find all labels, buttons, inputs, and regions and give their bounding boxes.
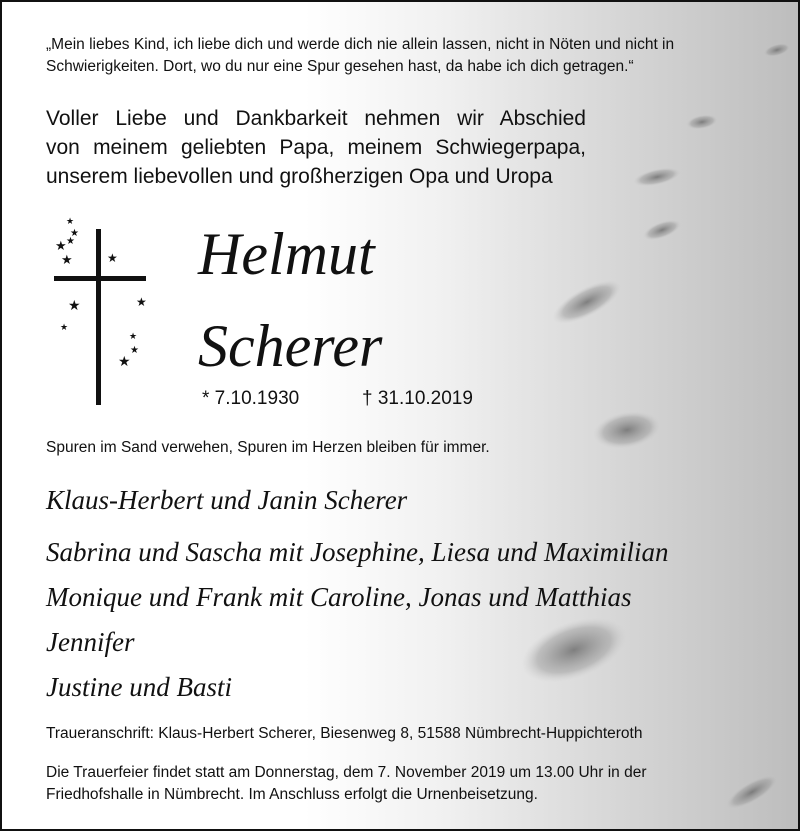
svg-text:★: ★ [107,251,118,265]
mourning-address: Traueranschrift: Klaus-Herbert Scherer, Biesenweg 8, 51588 Nümbrecht-Huppichteroth [46,725,643,742]
birth-date: * 7.10.1930 [202,388,300,409]
first-name: Helmut [198,221,375,287]
svg-text:★: ★ [66,217,75,227]
svg-text:★: ★ [136,295,147,309]
farewell-intro [46,104,586,191]
death-date: † 31.10.2019 [362,388,473,409]
cross-vertical-beam [96,229,101,405]
intro-line-3: unserem liebevollen und großherzigen Opa und Uropa [46,165,553,188]
mourner-line: Klaus-Herbert und Janin Scherer [46,485,408,515]
svg-text:★: ★ [70,228,79,239]
ceremony-line-2: Friedhofshalle in Nümbrecht. Im Anschluss erfolgt die Urnenbeisetzung. [46,786,538,803]
funeral-ceremony-info [46,762,752,806]
cross-horizontal-beam [54,276,146,281]
svg-text:★: ★ [55,239,67,254]
svg-text:★: ★ [118,354,131,370]
opening-quote [46,34,746,78]
cross-with-stars-icon [52,214,162,414]
svg-text:★: ★ [60,323,69,333]
svg-text:★: ★ [68,298,81,314]
mourner-line: Justine und Basti [46,672,232,702]
svg-text:★: ★ [66,236,75,247]
svg-text:★: ★ [130,345,139,356]
mourner-line: Monique und Frank mit Caroline, Jonas und Matthias [46,582,632,612]
last-name: Scherer [198,313,383,379]
svg-text:★: ★ [129,332,138,342]
quote-line-1: „Mein liebes Kind, ich liebe dich und werde dich nie allein lassen, nicht in Nöten und nicht in [46,36,675,53]
mourners-list [46,484,668,716]
svg-text:★: ★ [61,253,73,268]
mourner-line: Jennifer [46,627,135,657]
deceased-name [198,221,383,379]
quote-line-2: Schwierigkeiten. Dort, wo du nur eine Spur gesehen hast, da habe ich dich getragen.“ [46,58,634,75]
intro-line-2: von meinem geliebten Papa, meinem Schwiegerpapa, [46,136,586,159]
motto: Spuren im Sand verwehen, Spuren im Herzen bleiben für immer. [46,439,490,456]
mourner-line: Sabrina und Sascha mit Josephine, Liesa und Maximilian [46,537,669,567]
ceremony-line-1: Die Trauerfeier findet statt am Donnerstag, dem 7. November 2019 um 13.00 Uhr in der [46,764,647,781]
intro-line-1: Voller Liebe und Dankbarkeit nehmen wir Abschied [46,107,586,130]
